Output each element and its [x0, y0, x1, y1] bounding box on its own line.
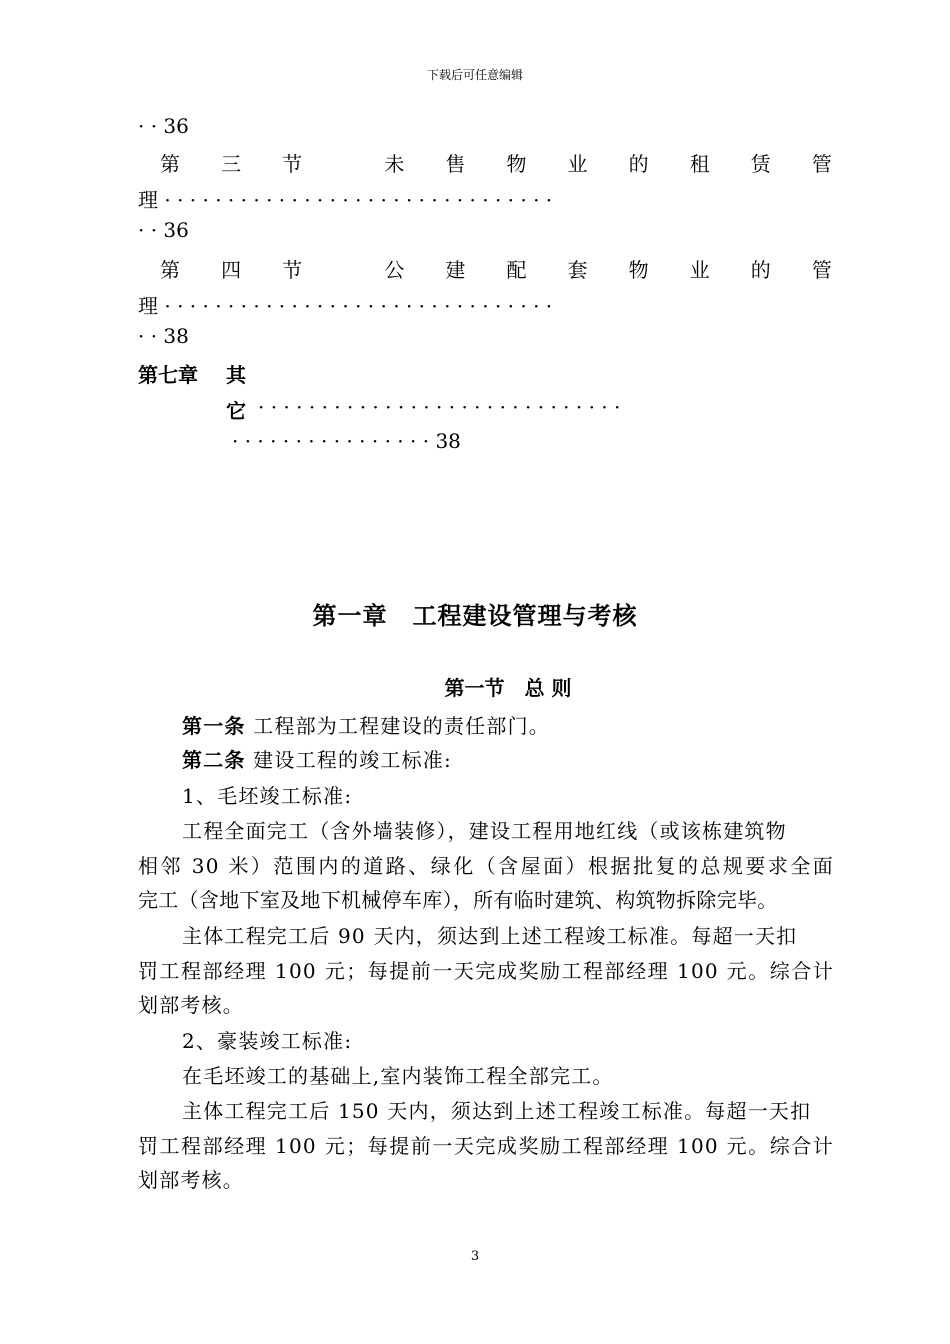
toc-entry-char: 物 [628, 258, 649, 282]
paragraph-line: 罚工程部经理 100 元；每提前一天完成奖励工程部经理 100 元。综合计 [138, 1134, 834, 1158]
article-2 [182, 744, 452, 773]
chapter-title: 第一章 工程建设管理与考核 [312, 601, 638, 630]
toc-entry-char: 赁 [750, 152, 771, 176]
toc-entry-char: 的 [628, 152, 649, 176]
toc-entry-char: 管 [811, 258, 832, 282]
toc-entry-section-4[interactable] [160, 254, 832, 283]
toc-chapter-7-title-char: 它 [226, 399, 246, 423]
toc-page-number: · · · · · · · · · · · · · · · · 38 [232, 429, 461, 453]
toc-entry-char: 第 [160, 152, 180, 176]
toc-chapter-7-label[interactable]: 第七章 [138, 363, 198, 387]
toc-entry-char: 管 [811, 152, 832, 176]
article-label: 第二条 [182, 748, 246, 772]
section-title: 第一节 总 则 [444, 676, 572, 700]
article-label: 第一条 [182, 714, 246, 738]
toc-entry-char: 未 [384, 152, 405, 176]
toc-dot-leader: · · · · · · · · · · · · · · · · · · · · · · · · · · · · · [258, 395, 621, 419]
paragraph-line: 完工（含地下室及地下机械停车库），所有临时建筑、构筑物拆除完毕。 [138, 888, 778, 912]
article-text: 建设工程的竣工标准: [253, 748, 452, 772]
list-item: 1、毛坯竣工标准: [182, 784, 353, 808]
toc-entry-char: 套 [567, 258, 588, 282]
toc-chapter-7-title-char: 其 [226, 363, 246, 387]
paragraph-line: 相邻 30 米）范围内的道路、绿化（含屋面）根据批复的总规要求全面 [138, 854, 834, 878]
toc-entry-char: 业 [689, 258, 710, 282]
paragraph-line: 划部考核。 [138, 1168, 244, 1192]
toc-entry-char: 四 [221, 258, 242, 282]
toc-page-number: · · 36 [138, 218, 189, 242]
toc-dot-leader: 理 · · · · · · · · · · · · · · · · · · · · · · · · · · · · · · · [138, 294, 553, 318]
toc-line-tail: · · 36 [138, 114, 189, 138]
page-header: 下载后可任意编辑 [426, 68, 523, 82]
toc-entry-char: 配 [506, 258, 527, 282]
toc-entry-char: 节 [282, 152, 303, 176]
toc-entry-char: 的 [750, 258, 771, 282]
paragraph-line: 工程全面完工（含外墙装修），建设工程用地红线（或该栋建筑物 [182, 819, 787, 843]
toc-entry-char: 节 [282, 258, 303, 282]
toc-entry-section-3[interactable] [160, 148, 832, 177]
toc-dot-leader: 理 · · · · · · · · · · · · · · · · · · · · · · · · · · · · · · · [138, 188, 553, 212]
toc-entry-char: 售 [445, 152, 466, 176]
toc-entry-char: 业 [567, 152, 588, 176]
paragraph-line: 主体工程完工后 150 天内，须达到上述工程竣工标准。每超一天扣 [182, 1099, 812, 1123]
toc-entry-char: 三 [221, 152, 242, 176]
paragraph-line: 罚工程部经理 100 元；每提前一天完成奖励工程部经理 100 元。综合计 [138, 959, 834, 983]
toc-entry-char: 租 [689, 152, 710, 176]
article-text: 工程部为工程建设的责任部门。 [253, 714, 550, 738]
paragraph-line: 主体工程完工后 90 天内，须达到上述工程竣工标准。每超一天扣 [182, 924, 798, 948]
article-1 [182, 710, 550, 739]
page-number: 3 [470, 1249, 480, 1264]
toc-entry-char: 第 [160, 258, 180, 282]
list-item: 2、豪装竣工标准: [182, 1029, 353, 1053]
paragraph-line: 划部考核。 [138, 993, 244, 1017]
toc-entry-char: 公 [384, 258, 405, 282]
toc-entry-char: 建 [445, 258, 466, 282]
toc-entry-char: 物 [506, 152, 527, 176]
toc-page-number: · · 38 [138, 324, 189, 348]
paragraph-line: 在毛坯竣工的基础上,室内装饰工程全部完工。 [182, 1064, 614, 1088]
